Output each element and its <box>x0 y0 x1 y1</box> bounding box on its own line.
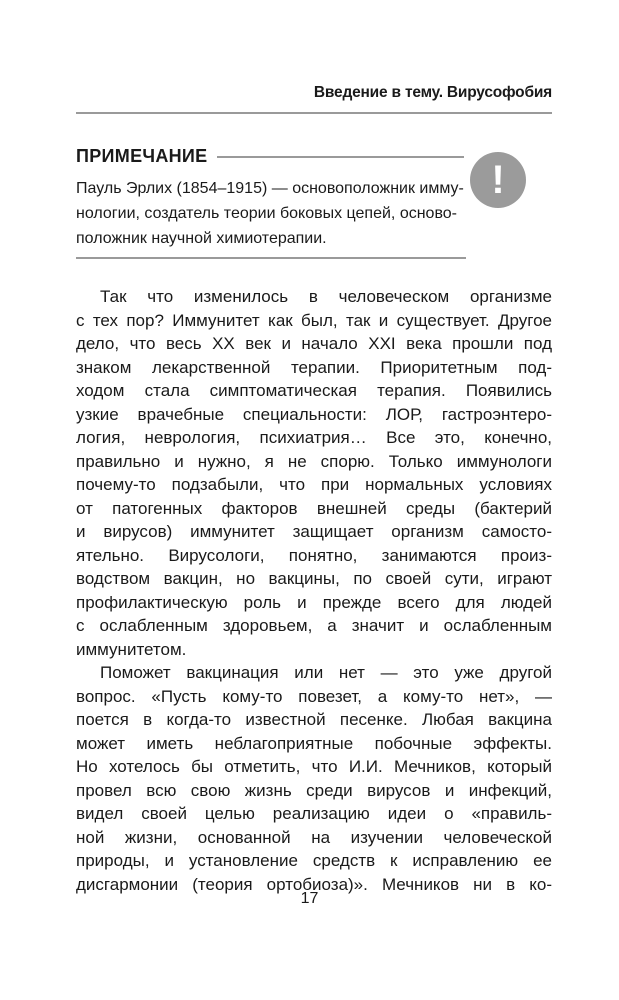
body-line: ходом стала симптоматическая терапия. Появились <box>76 381 552 400</box>
body-line: с тех пор? Иммунитет как был, так и существует. Другое <box>76 310 552 330</box>
body-line: дисгармонии (теория ортобиоза)». Мечников ни в ко- <box>76 874 552 894</box>
note-title-divider <box>217 156 464 158</box>
note-line: положник научной химиотерапии. <box>76 230 327 247</box>
note-body <box>76 176 466 251</box>
body-line: может иметь неблагоприятные побочные эффекты. <box>76 733 552 753</box>
note-title: ПРИМЕЧАНИЕ <box>76 146 208 166</box>
body-line: почему-то подзабыли, что при нормальных условиях <box>76 475 552 494</box>
body-line: видел своей целью реализацию идеи о «правиль- <box>76 804 552 823</box>
body-line: логия, неврология, психиатрия… Все это, конечно, <box>76 428 552 447</box>
note-bottom-divider <box>76 257 466 259</box>
body-line: Так что изменилось в человеческом организме <box>100 287 552 306</box>
body-line: природы, и установление средств к исправлению ее <box>76 851 552 870</box>
body-line: водством вакцин, но вакцины, по своей сути, играют <box>76 569 552 588</box>
body-line: иммунитетом. <box>76 639 187 659</box>
body-line: и вирусов) иммунитет защищает организм самосто- <box>76 522 552 541</box>
body-line: профилактическую роль и прежде всего для людей <box>76 592 552 612</box>
note-line: Пауль Эрлих (1854–1915) — основоположник имму- <box>76 180 464 197</box>
body-line: дело, что весь XX век и начало XXI века прошли под <box>76 334 552 353</box>
note-title-row <box>76 146 464 167</box>
body-line: от патогенных факторов внешней среды (бактерий <box>76 498 552 518</box>
running-head-title: Введение в тему. Вирусофобия <box>313 84 552 101</box>
body-line: узкие врачебные специальности: ЛОР, гастроэнтеро- <box>76 404 552 424</box>
body-line: ятельно. Вирусологи, понятно, занимаются произ- <box>76 545 552 565</box>
body-line: с ослабленным здоровьем, а значит и ослабленным <box>76 616 552 635</box>
body-line: провел всю свою жизнь среди вирусов и инфекций, <box>76 780 552 800</box>
note-line: нологии, создатель теории боковых цепей, осново- <box>76 205 457 222</box>
main-text <box>76 285 552 896</box>
header-divider <box>76 112 552 114</box>
page-number: 17 <box>300 890 319 907</box>
body-line: правильно и нужно, я не спорю. Только иммунологи <box>76 451 552 471</box>
body-line: Но хотелось бы отметить, что И.И. Мечников, который <box>76 757 552 776</box>
body-line: знаком лекарственной терапии. Приоритетным под- <box>76 357 552 377</box>
body-line: Поможет вакцинация или нет — это уже другой <box>100 663 552 682</box>
body-line: поется в когда-то известной песенке. Любая вакцина <box>76 710 552 729</box>
body-line: вопрос. «Пусть кому-то повезет, а кому-то нет», — <box>76 686 552 706</box>
body-line: ной жизни, основанной на изучении человеческой <box>76 827 552 847</box>
exclamation-icon: ! <box>470 152 526 208</box>
